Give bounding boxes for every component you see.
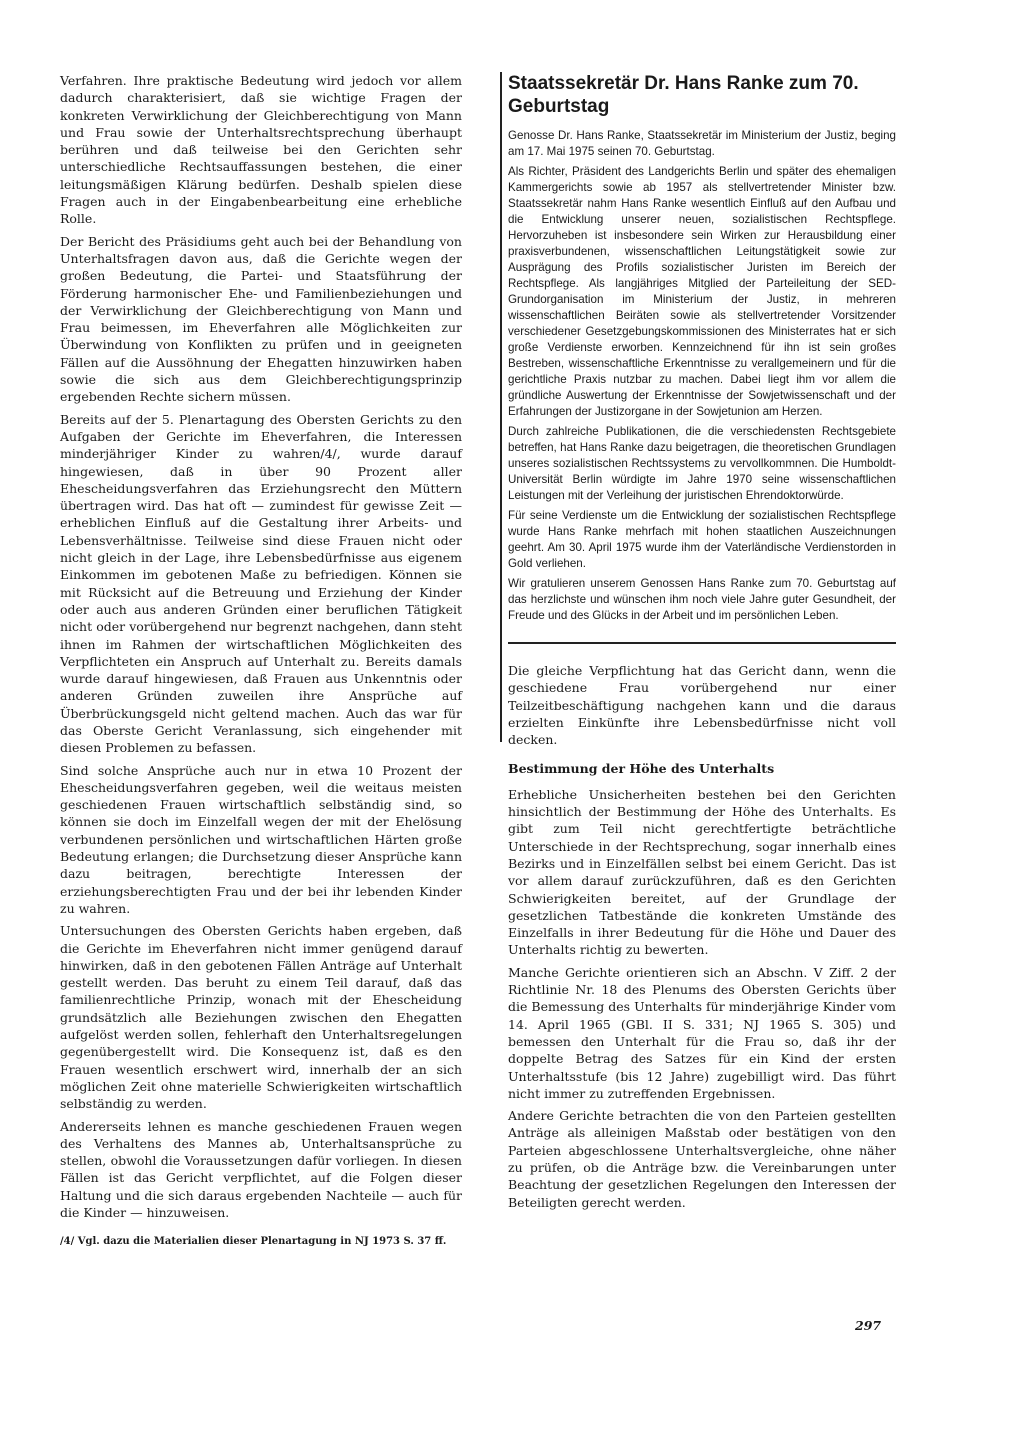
left-paragraph: Sind solche Ansprüche auch nur in etwa 10 Prozent der Ehescheidungsverfahren gegeben, weil die weitaus meisten geschiedenen Frauen wirtschaftlich selbständig sind, so können sie doch im Einzelfall wegen der mit der Ehelösung verbundenen persönlichen und wirtschaftlichen Härten große Bedeutung erlangen; die Durchsetzung dieser Ansprüche kann dazu beitragen, berechtigte Interessen der erziehungsberechtigten Frau und der bei ihr lebenden Kinder zu wahren. xyxy=(60,762,462,916)
left-paragraph: Untersuchungen des Obersten Gerichts haben ergeben, daß die Gerichte im Eheverfahren nicht immer genügend darauf hinwirken, daß in den gebotenen Fällen Anträge auf Unterhalt gestellt werden. Das beruht zu einem Teil darauf, daß das familienrechtliche Prinzip, wonach mit der Ehescheidung grundsätzlich alle Beziehungen zwischen den Ehegatten aufgelöst werden sollen, fehlerhaft den Unterhaltsregelungen gegenübergestellt wird. Die Konsequenz ist, daß es den Frauen wesentlich erschwert wird, innerhalb der an sich möglichen Zeit ohne materielle Schwierigkeiten wirtschaftlich selbständig zu werden. xyxy=(60,923,462,1112)
left-paragraph: Andererseits lehnen es manche geschiedenen Frauen wegen des Verhaltens des Mannes ab, Unterhaltsansprüche zu stellen, obwohl die Voraussetzungen dafür vorliegen. In diesen Fällen ist das Gericht verpflichtet, auf die Folgen dieser Haltung und die sich daraus ergebenden Nachteile — auch für die Kinder — hinzuweisen. xyxy=(60,1118,462,1220)
page-number: 297 xyxy=(855,1318,882,1333)
right-paragraph: Erhebliche Unsicherheiten bestehen bei den Gerichten hinsichtlich der Bestimmung der Höhe des Unterhalts. Es gibt zum Teil nicht gerechtfertigte beträchtliche Unterschiede in der Rechtsprechung, sogar innerhalb eines Bezirks und in Einzelfällen selbst bei einem Gericht. Das ist vor allem darauf zurückzuführen, daß es den Gerichten Schwierigkeiten bereitet, auf der Grundlage der gesetzlichen Tatbestände die konkreten Umstände des Einzelfalls in ihrer Bedeutung für die Höhe und Dauer des Unterhalts richtig zu bewerten. xyxy=(508,786,896,958)
footnote: /4/ Vgl. dazu die Materialien dieser Plenartagung in NJ 1973 S. 37 ff. xyxy=(60,1236,447,1248)
notice-paragraph: Für seine Verdienste um die Entwicklung der sozialistischen Rechtspflege wurde Hans Ranke mehrfach mit hohen staatlichen Auszeichnungen geehrt. Am 30. April 1975 wurde ihm der Vaterländische Verdienstorden in Gold verliehen. xyxy=(508,509,896,570)
column-divider xyxy=(500,72,502,742)
left-paragraph: Der Bericht des Präsidiums geht auch bei der Behandlung von Unterhaltsfragen davon aus, daß die Gerichte wegen der großen Bedeutung, die Partei- und Staatsführung der Förderung harmonischer Ehe- und Familienbeziehungen und der Verwirklichung der Gleichberechtigung von Mann und Frau beimessen, im Eheverfahren alle Möglichkeiten zur Überwindung von Konflikten zu prüfen und in geeigneten Fällen auf die Aussöhnung der Ehegatten hinzuwirken haben sowie die sich aus dem Gleichberechtigungsprinzip ergebenden Rechte sichern müssen. xyxy=(60,233,462,405)
left-paragraph: Verfahren. Ihre praktische Bedeutung wird jedoch vor allem dadurch charakterisiert, daß sie wichtige Fragen der konkreten Verwirklichung der Gleichberechtigung von Mann und Frau sowie der Unterhaltsrechtsprechung überhaupt berühren und daß teilweise bei den Gerichten sehr unterschiedliche Rechtsauffassungen bestehen, die einer leitungsmäßigen Klärung bedürfen. Deshalb spielen diese Fragen auch in der Eingabenbearbeitung eine erhebliche Rolle. xyxy=(60,73,462,227)
section-heading: Bestimmung der Höhe des Unterhalts xyxy=(508,761,775,777)
notice-title: Staatssekretär Dr. Hans Ranke zum 70. Geburtstag xyxy=(508,73,859,117)
right-paragraph: Manche Gerichte orientieren sich an Abschn. V Ziff. 2 der Richtlinie Nr. 18 des Plenums des Obersten Gerichts über die Bemessung des Unterhalts für minderjährige Kinder vom 14. April 1965 (GBl. II S. 331; NJ 1965 S. 305) und bemessen den Unterhalt für die Frau so, daß ihr der doppelte Betrag des Satzes für ein Kind der ersten Unterhaltsstufe (bis 12 Jahre) zugebilligt wird. Das führt nicht immer zu zutreffenden Ergebnissen. xyxy=(508,964,896,1101)
birthday-notice-box xyxy=(508,72,896,644)
notice-paragraph: Genosse Dr. Hans Ranke, Staatssekretär im Ministerium der Justiz, beging am 17. Mai 1975 seinen 70. Geburtstag. xyxy=(508,129,896,158)
left-paragraph: Bereits auf der 5. Plenartagung des Obersten Gerichts zu den Aufgaben der Gerichte im Eheverfahren, die Interessen minderjähriger Kinder zu wahren/4/, wurde darauf hingewiesen, daß in über 90 Prozent aller Ehescheidungsverfahren das Erziehungsrecht den Müttern übertragen wird. Das hat oft — zumindest für gewisse Zeit — erheblichen Einfluß auf die Gestaltung ihrer Arbeits- und Lebensverhältnisse. Teilweise sind diese Frauen nicht oder nicht gleich in der Lage, ihre Lebensbedürfnisse aus eigenem Einkommen im gebotenen Maße zu befriedigen. Können sie mit Rücksicht auf die Betreuung und Erziehung der Kinder oder auch aus anderen Gründen einer beruflichen Tätigkeit nicht oder vorübergehend nur begrenzt nachgehen, dann steht ihnen im Rahmen der wirtschaftlichen Möglichkeiten des Verpflichteten ein Anspruch auf Unterhalt zu. Bereits damals wurde darauf hingewiesen, daß Frauen aus Unkenntnis oder anderen Gründen zuweilen ihre Ansprüche auf Überbrückungsgeld nicht geltend machen. Auch das war für das Oberste Gericht Veranlassung, sich eingehender mit diesen Problemen zu befassen. xyxy=(60,411,462,756)
notice-paragraph: Als Richter, Präsident des Landgerichts Berlin und später des ehemaligen Kammergerichts sowie ab 1957 als stellvertretender Minister bzw. Staatssekretär nahm Hans Ranke wesentlich Einfluß auf den Aufbau und die Entwicklung unserer neuen, sozialistischen Rechtspflege. Hervorzuheben ist insbesondere sein Wirken zur Herausbildung einer praxisverbundenen, wissenschaftlichen Leitungstätigkeit sowie zur Ausprägung des Profils sozialistischer Juristen im Bereich der Rechtspflege. Als langjähriges Mitglied der Parteileitung der SED-Grundorganisation im Ministerium der Justiz, in mehreren wissenschaftlichen Beiräten sowie als stellvertretender Vorsitzender verschiedener Gesetzgebungskommissionen des Ministerrates hat er sich große Verdienste erworben. Kennzeichnend für ihn ist sein großes Bestreben, wissenschaftliche Erkenntnisse zu verallgemeinern und für die gerichtliche Praxis nutzbar zu machen. Dabei liegt ihm vor allem die gründliche Auswertung der Erkenntnisse der Sowjetwissenschaft und der Erfahrungen der Justizorgane in der Sowjetunion am Herzen. xyxy=(508,165,896,418)
right-intro-paragraph: Die gleiche Verpflichtung hat das Gericht dann, wenn die geschiedene Frau vorübergehend nur einer Teilzeitbeschäftigung nachgehen kann und die daraus erzielten Einkünfte ihre Lebensbedürfnisse nicht voll decken. xyxy=(508,663,896,748)
left-column xyxy=(60,72,462,1248)
right-paragraph: Andere Gerichte betrachten die von den Parteien gestellten Anträge als alleinigen Maßstab oder bestätigen von den Parteien abgeschlossene Unterhaltsvergleiche, ohne näher zu prüfen, ob die Anträge bzw. die Vereinbarungen unter Beachtung der gesetzlichen Regelungen den Interessen der Beteiligten gerecht werden. xyxy=(508,1108,896,1210)
notice-paragraph: Wir gratulieren unserem Genossen Hans Ranke zum 70. Geburtstag auf das herzlichste und wünschen ihm noch viele Jahre guter Gesundheit, der Freude und des Glücks in der Arbeit und im persönlichen Leben. xyxy=(508,577,896,622)
notice-paragraph: Durch zahlreiche Publikationen, die die verschiedensten Rechtsgebiete betreffen, hat Hans Ranke dazu beigetragen, die theoretischen Grundlagen unseres sozialistischen Rechtssystems zu vervollkommnen. Die Humboldt-Universität Berlin würdigte im Jahre 1970 seine wissenschaftlichen Leistungen mit der Verleihung der juristischen Ehrendoktorwürde. xyxy=(508,425,896,502)
right-column xyxy=(508,72,896,1216)
